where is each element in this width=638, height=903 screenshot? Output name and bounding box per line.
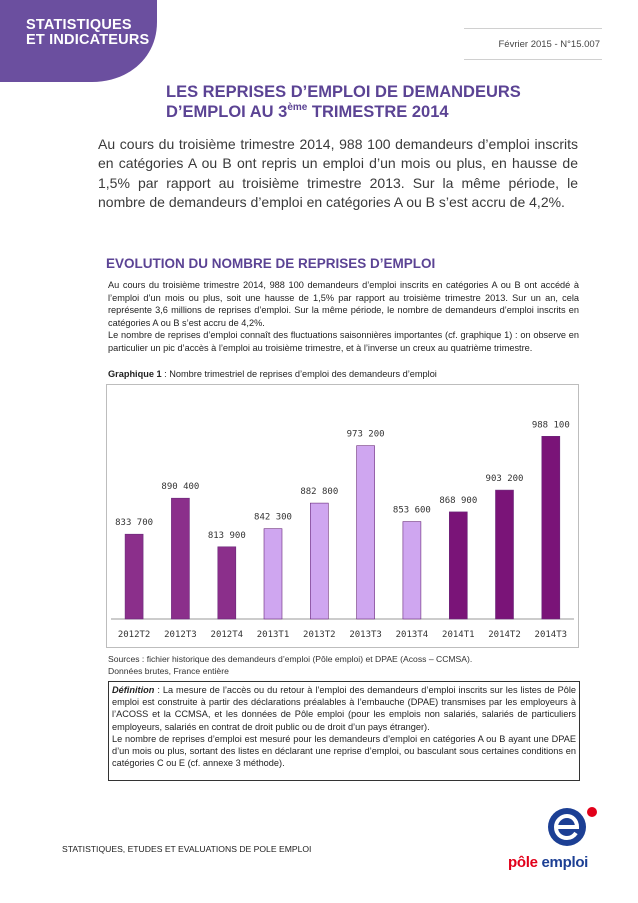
tick-label-2014T2: 2014T2	[488, 630, 521, 640]
bar-2013T3	[357, 446, 375, 619]
bar-2014T1	[449, 512, 467, 619]
data-label-2013T1: 842 300	[254, 512, 292, 523]
tick-label-2014T1: 2014T1	[442, 630, 475, 640]
figure-caption-label: Graphique 1	[108, 369, 162, 379]
bar-2014T2	[496, 490, 514, 619]
tick-label-2012T4: 2012T4	[210, 630, 244, 640]
title-line-1: LES REPRISES D’EMPLOI DE DEMANDEURS	[166, 83, 521, 101]
definition-paragraph-1: Définition : La mesure de l’accès ou du retour à l’emploi des demandeurs d’emploi inscrits sur les listes de Pôle emploi est construite à partir des déclarations préalables à l’embauche (DPAE) transmises par les employeurs à l’ACOSS et la CCMSA, et les données de Pôle emploi (pour les emplois non salariés, salariés de particuliers employeurs, salariés en contrat de droit public ou de droit d’un pays étranger).	[112, 685, 576, 732]
data-note: Données brutes, France entière	[108, 665, 229, 676]
figure-sources	[108, 654, 472, 677]
data-label-2012T3: 890 400	[161, 482, 200, 493]
body-paragraph-1: Au cours du troisième trimestre 2014, 988 100 demandeurs d’emploi inscrits en catégories A ou B ont accédé à l’emploi d’un mois ou plus, soit une hausse de 1,5% par rapport au troisième trimestre 2013. Sur un an, cela représente 3,6 millions de reprises d’emploi. Sur la même période, le nombre de demandeurs d’emploi inscrits en catégories A ou B s’est accru de 4,2%.	[108, 280, 579, 328]
footer-text: STATISTIQUES, ETUDES ET EVALUATIONS DE POLE EMPLOI	[62, 844, 312, 854]
data-label-2013T2: 882 800	[300, 487, 339, 498]
bar-chart	[106, 384, 579, 648]
bar-2012T2	[125, 534, 143, 619]
tick-label-2013T4: 2013T4	[395, 630, 429, 640]
brand-label	[26, 18, 149, 48]
definition-label: Définition	[112, 685, 155, 695]
pole-emploi-e-logo-icon	[505, 803, 605, 888]
logo-word-1: pôle	[508, 854, 538, 871]
section-body	[108, 279, 579, 354]
bar-chart-svg	[107, 385, 578, 647]
figure-caption	[108, 369, 437, 379]
issue-meta	[464, 28, 602, 60]
issue-number: Février 2015 - N°15.007	[498, 39, 600, 50]
figure-caption-text: : Nombre trimestriel de reprises d’emploi des demandeurs d’emploi	[161, 369, 437, 379]
tick-label-2012T3: 2012T3	[164, 630, 197, 640]
pole-emploi-wordmark	[508, 854, 588, 871]
data-label-2014T3: 988 100	[531, 420, 570, 431]
data-label-2012T2: 833 700	[115, 518, 154, 529]
title-line-2: D’EMPLOI AU 3ème TRIMESTRE 2014	[166, 101, 449, 121]
brand-line-1: STATISTIQUES	[26, 17, 132, 33]
data-label-2013T3: 973 200	[346, 429, 385, 440]
definition-box	[108, 681, 580, 781]
title-superscript: ème	[287, 101, 308, 113]
data-label-2013T4: 853 600	[392, 505, 431, 516]
bar-2013T4	[403, 522, 421, 619]
page-title	[166, 82, 596, 122]
tick-label-2013T2: 2013T2	[303, 630, 336, 640]
logo-word-2: emploi	[537, 854, 589, 871]
lead-paragraph: Au cours du troisième trimestre 2014, 988 100 demandeurs d’emploi inscrits en catégories A ou B ont repris un emploi d’un mois ou plus, en hausse de 1,5% par rapport au troisième trimestre 2013. Sur la même période, le nombre de demandeurs d’emploi en catégories A ou B s’est accru de 4,2%.	[98, 136, 578, 211]
data-label-2014T1: 868 900	[439, 495, 478, 506]
bar-2013T2	[310, 503, 328, 619]
bar-2013T1	[264, 529, 282, 619]
data-label-2014T2: 903 200	[485, 474, 524, 485]
tick-label-2012T2: 2012T2	[117, 630, 151, 640]
brand-line-2: ET INDICATEURS	[26, 32, 150, 48]
bar-2012T4	[218, 547, 236, 619]
body-paragraph-2: Le nombre de reprises d’emploi connaît des fluctuations saisonnières importantes (cf. graphique 1) : on observe en particulier un pic d’accès à l’emploi au troisième trimestre, et à l’inverse un creux au quatrième trimestre.	[108, 330, 579, 353]
data-label-2012T4: 813 900	[207, 530, 246, 541]
bar-2012T3	[171, 498, 189, 619]
tick-label-2014T3: 2014T3	[534, 630, 568, 640]
sources-text: Sources : fichier historique des demandeurs d’emploi (Pôle emploi) et DPAE (Acoss – CCMSA).	[108, 654, 473, 664]
bar-2014T3	[542, 436, 560, 619]
definition-paragraph-2: Le nombre de reprises d’emploi est mesuré pour les demandeurs d’emploi en catégories A ou B ayant une DPAE d’un mois ou plus, sortant des listes en déclarant une reprise d’emploi, ou basculant sous certaines conditions en catégories C ou E (cf. annexe 3 méthode).	[112, 733, 576, 769]
tick-label-2013T3: 2013T3	[349, 630, 382, 640]
section-title: EVOLUTION DU NOMBRE DE REPRISES D’EMPLOI	[106, 256, 436, 271]
tick-label-2013T1: 2013T1	[256, 630, 290, 640]
